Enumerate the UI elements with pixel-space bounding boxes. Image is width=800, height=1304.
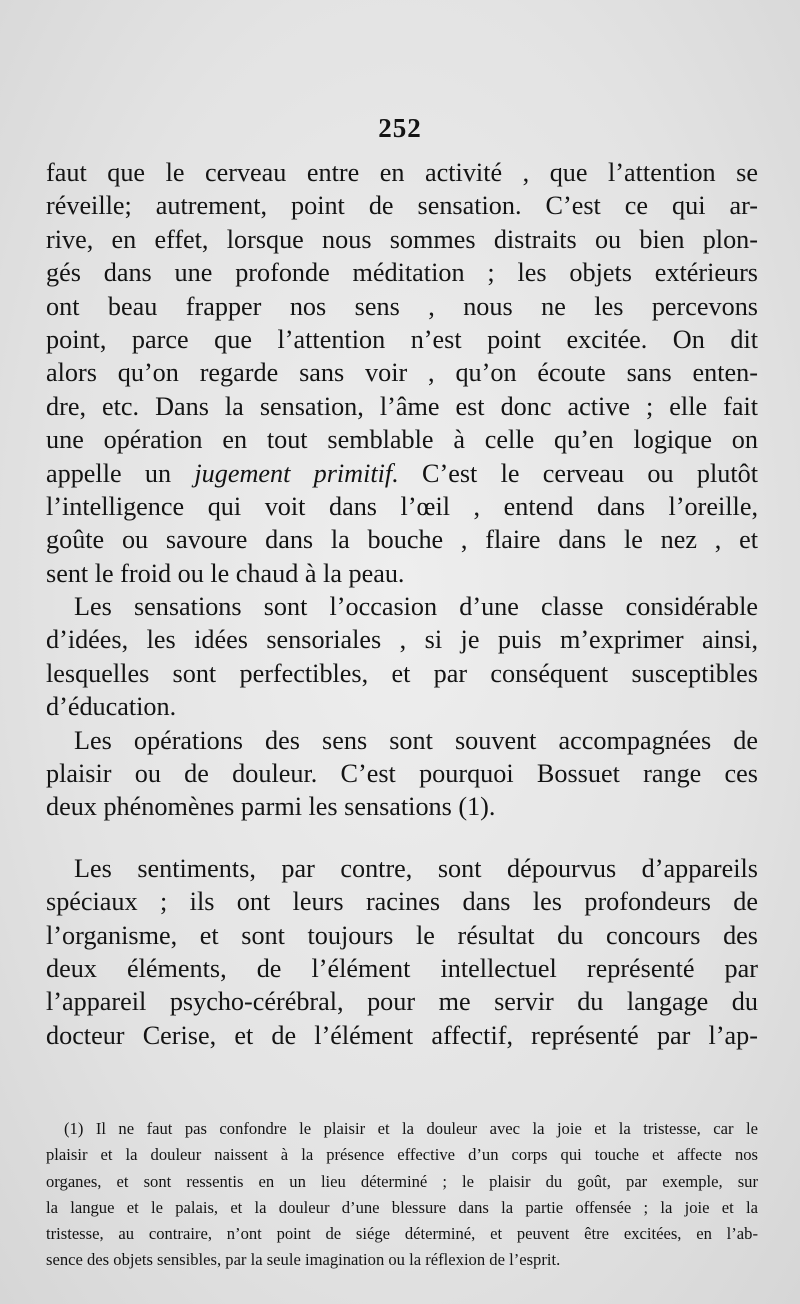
footnote-line: plaisir et la douleur naissent à la présence effective d’un corps qui touche et affecte nos bbox=[46, 1145, 758, 1165]
text-line: lesquelles sont perfectibles, et par conséquent susceptibles bbox=[46, 658, 758, 688]
text-line: deux phénomènes parmi les sensations (1). bbox=[46, 792, 496, 822]
text-line: gés dans une profonde méditation ; les objets extérieurs bbox=[46, 258, 758, 288]
text-line: goûte ou savoure dans la bouche , flaire dans le nez , et bbox=[46, 525, 758, 555]
footnote-line: sence des objets sensibles, par la seule imagination ou la réflexion de l’esprit. bbox=[46, 1250, 561, 1270]
text-line: l’organisme, et sont toujours le résultat du concours des bbox=[46, 920, 758, 950]
text-line: rive, en effet, lorsque nous sommes distraits ou bien plon- bbox=[46, 224, 758, 254]
footnote-line: organes, et sont ressentis en un lieu déterminé ; le plaisir du goût, par exemple, sur bbox=[46, 1171, 758, 1191]
text-line: une opération en tout semblable à celle qu’en logique on bbox=[46, 425, 758, 455]
text-line: docteur Cerise, et de l’élément affectif, représenté par l’ap- bbox=[46, 1020, 758, 1050]
text-line: Les sentiments, par contre, sont dépourvus d’appareils bbox=[74, 853, 758, 883]
main-text bbox=[46, 156, 758, 1052]
footnote bbox=[46, 1116, 758, 1274]
text-line: point, parce que l’attention n’est point excitée. On dit bbox=[46, 324, 758, 354]
text-line: deux éléments, de l’élément intellectuel représenté par bbox=[46, 953, 758, 983]
text-line: ont beau frapper nos sens , nous ne les percevons bbox=[46, 291, 758, 321]
italic-term: jugement primitif. bbox=[194, 458, 399, 488]
text-line: Les sensations sont l’occasion d’une classe considérable bbox=[74, 592, 758, 622]
footnote-line: (1) Il ne faut pas confondre le plaisir et la douleur avec la joie et la tristesse, car le bbox=[64, 1119, 758, 1138]
footnote-line: la langue et le palais, et la douleur d’une blessure dans la partie offensée ; la joie et la bbox=[46, 1197, 758, 1217]
text-segment: appelle un bbox=[46, 458, 195, 488]
footnote-line: tristesse, au contraire, n’ont point de siége déterminé, et peuvent être excitées, en l’ab- bbox=[46, 1224, 758, 1244]
text-line: d’éducation. bbox=[46, 692, 177, 722]
text-line: l’intelligence qui voit dans l’œil , entend dans l’oreille, bbox=[46, 491, 758, 521]
page-number: 252 bbox=[378, 113, 422, 143]
text-line: faut que le cerveau entre en activité , que l’attention se bbox=[46, 158, 758, 187]
text-line: alors qu’on regarde sans voir , qu’on écoute sans enten- bbox=[46, 358, 758, 388]
text-line: d’idées, les idées sensoriales , si je puis m’exprimer ainsi, bbox=[46, 625, 758, 655]
text-line bbox=[46, 457, 758, 490]
text-line: Les opérations des sens sont souvent accompagnées de bbox=[74, 725, 758, 755]
text-line: sent le froid ou le chaud à la peau. bbox=[46, 558, 405, 588]
text-line: dre, etc. Dans la sensation, l’âme est donc active ; elle fait bbox=[46, 391, 758, 421]
text-line: réveille; autrement, point de sensation. C’est ce qui ar- bbox=[46, 191, 758, 221]
text-line: plaisir ou de douleur. C’est pourquoi Bossuet range ces bbox=[46, 759, 758, 789]
text-segment: C’est le cerveau ou plutôt bbox=[398, 458, 759, 488]
text-line: spéciaux ; ils ont leurs racines dans les profondeurs de bbox=[46, 887, 758, 917]
text-line: l’appareil psycho-cérébral, pour me servir du langage du bbox=[46, 987, 758, 1017]
